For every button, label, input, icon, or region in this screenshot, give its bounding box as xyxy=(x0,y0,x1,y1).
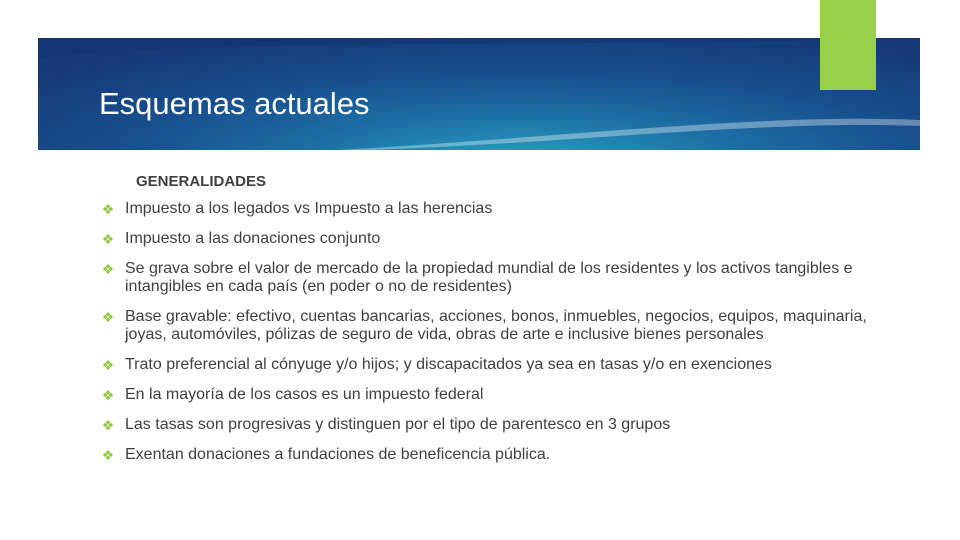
check-diamond-icon: ❖ xyxy=(101,309,115,325)
check-diamond-icon: ❖ xyxy=(101,261,115,277)
bullet-item xyxy=(101,356,891,374)
bullet-text: Exentan donaciones a fundaciones de beneficencia pública. xyxy=(125,446,551,463)
check-diamond-icon: ❖ xyxy=(101,357,115,373)
bullet-item xyxy=(101,386,891,404)
bullet-item xyxy=(101,260,891,296)
check-diamond-icon: ❖ xyxy=(101,201,115,217)
bullet-text: Se grava sobre el valor de mercado de la propiedad mundial de los residentes y los activos tangibles e intangibles en cada país (en poder o no de residentes) xyxy=(125,260,853,295)
bullet-text: Las tasas son progresivas y distinguen por el tipo de parentesco en 3 grupos xyxy=(125,416,671,433)
check-diamond-icon: ❖ xyxy=(101,387,115,403)
bullet-text: En la mayoría de los casos es un impuesto federal xyxy=(125,386,484,403)
bullet-list xyxy=(101,200,891,476)
check-diamond-icon: ❖ xyxy=(101,231,115,247)
bullet-text: Impuesto a los legados vs Impuesto a las herencias xyxy=(125,200,493,217)
bullet-text: Trato preferencial al cónyuge y/o hijos; y discapacitados ya sea en tasas y/o en exenciones xyxy=(125,356,772,373)
bullet-item xyxy=(101,308,891,344)
check-diamond-icon: ❖ xyxy=(101,417,115,433)
bullet-item xyxy=(101,446,891,464)
slide-title: Esquemas actuales xyxy=(99,86,370,121)
bullet-text: Impuesto a las donaciones conjunto xyxy=(125,230,381,247)
section-heading: GENERALIDADES xyxy=(136,173,267,190)
bullet-item xyxy=(101,416,891,434)
bullet-text: Base gravable: efectivo, cuentas bancarias, acciones, bonos, inmuebles, negocios, equipos, maquinaria, joyas, automóviles, pólizas de seguro de vida, obras de arte e inclusive bienes personales xyxy=(125,308,867,343)
bullet-item xyxy=(101,230,891,248)
bullet-item xyxy=(101,200,891,218)
check-diamond-icon: ❖ xyxy=(101,447,115,463)
green-accent-bar xyxy=(820,0,876,90)
